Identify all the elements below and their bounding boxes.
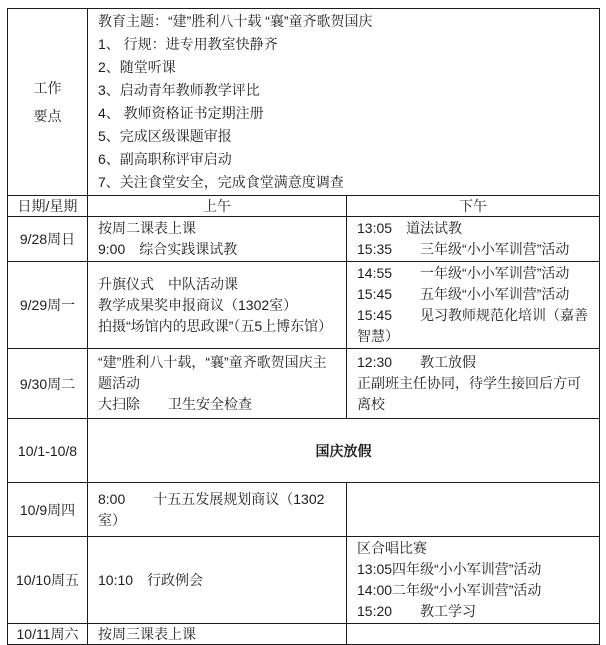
date-cell: 10/10周五 — [8, 537, 88, 624]
schedule-line: 教学成果奖申报商议（1302室） — [98, 296, 298, 313]
date-cell: 9/29周一 — [8, 262, 88, 349]
schedule-line: 15:20 教工学习 — [357, 603, 477, 619]
holiday-row — [8, 419, 600, 483]
work-point-line: 4、 教师资格证书定期注册 — [98, 105, 264, 121]
am-cell — [88, 262, 347, 349]
schedule-row — [8, 262, 600, 349]
am-cell — [88, 349, 347, 419]
pm-cell — [347, 217, 600, 262]
schedule-row — [8, 217, 600, 262]
holiday-cell: 国庆放假 — [88, 419, 600, 483]
work-point-line: 7、关注食堂安全，完成食堂满意度调查 — [98, 174, 344, 190]
work-point-line: 2、随堂听课 — [98, 59, 176, 75]
schedule-line: 14:55 一年级“小小军训营”活动 — [357, 265, 570, 281]
schedule-row — [8, 483, 600, 537]
work-point-line: 1、 行规：进专用教室快静齐 — [98, 36, 278, 52]
work-points-row — [8, 9, 600, 196]
schedule-line: 10:10 行政例会 — [98, 571, 204, 588]
header-date: 日期/星期 — [8, 196, 88, 217]
pm-cell — [347, 262, 600, 349]
work-point-line: 6、副高职称评审启动 — [98, 151, 232, 167]
work-point-line: 5、完成区级课题审报 — [98, 128, 232, 144]
work-point-line: 教育主题：“建”胜利八十载 “襄”童齐歌贺国庆 — [98, 13, 373, 29]
work-points-label: 要点 — [33, 108, 62, 124]
pm-cell — [347, 349, 600, 419]
work-point-line: 3、启动青年教师教学评比 — [98, 82, 260, 98]
date-cell: 10/9周四 — [8, 483, 88, 537]
schedule-line: 按周三课表上课 — [98, 625, 196, 642]
am-cell — [88, 217, 347, 262]
work-points-content-cell — [88, 9, 600, 196]
schedule-line: 14:00二年级“小小军训营”活动 — [357, 582, 542, 598]
schedule-line: 15:45 见习教师规范化培训（嘉善智慧） — [357, 307, 589, 344]
schedule-line: 大扫除 卫生安全检查 — [98, 396, 252, 412]
schedule-line: 区合唱比赛 — [357, 540, 427, 556]
work-points-label-cell — [8, 9, 88, 196]
date-cell: 9/30周二 — [8, 349, 88, 419]
schedule-line: 13:05 道法试教 — [357, 220, 463, 236]
schedule-line: 8:00 十五五发展规划商议（1302室） — [98, 490, 325, 528]
schedule-line: 按周二课表上课 — [98, 220, 196, 236]
am-cell — [88, 483, 347, 537]
schedule-line: “建”胜利八十载，“襄”童齐歌贺国庆主题活动 — [98, 354, 327, 391]
schedule-line: 15:35 三年级“小小军训营”活动 — [357, 241, 570, 257]
schedule-row — [8, 624, 600, 645]
schedule-row — [8, 537, 600, 624]
work-points-label: 工作 — [33, 80, 62, 96]
schedule-line: 12:30 教工放假 — [357, 354, 477, 370]
schedule-line: 升旗仪式 中队活动课 — [98, 275, 238, 292]
am-cell — [88, 537, 347, 624]
weekly-schedule-table — [7, 8, 600, 645]
am-cell — [88, 624, 347, 645]
header-row — [8, 196, 600, 217]
schedule-line: 拍摄“场馆内的思政课”（五5上博东馆） — [98, 317, 333, 334]
schedule-line: 9:00 综合实践课试教 — [98, 241, 238, 257]
date-cell: 10/1-10/8 — [8, 419, 88, 483]
schedule-row — [8, 349, 600, 419]
pm-cell — [347, 483, 600, 537]
schedule-line: 13:05四年级“小小军训营”活动 — [357, 561, 542, 577]
pm-cell — [347, 537, 600, 624]
schedule-line: 正副班主任协同，待学生接回后方可离校 — [357, 375, 581, 412]
pm-cell — [347, 624, 600, 645]
date-cell: 9/28周日 — [8, 217, 88, 262]
schedule-line: 15:45 五年级“小小军训营”活动 — [357, 286, 570, 302]
date-cell: 10/11周六 — [8, 624, 88, 645]
header-am: 上午 — [88, 196, 347, 217]
header-pm: 下午 — [347, 196, 600, 217]
